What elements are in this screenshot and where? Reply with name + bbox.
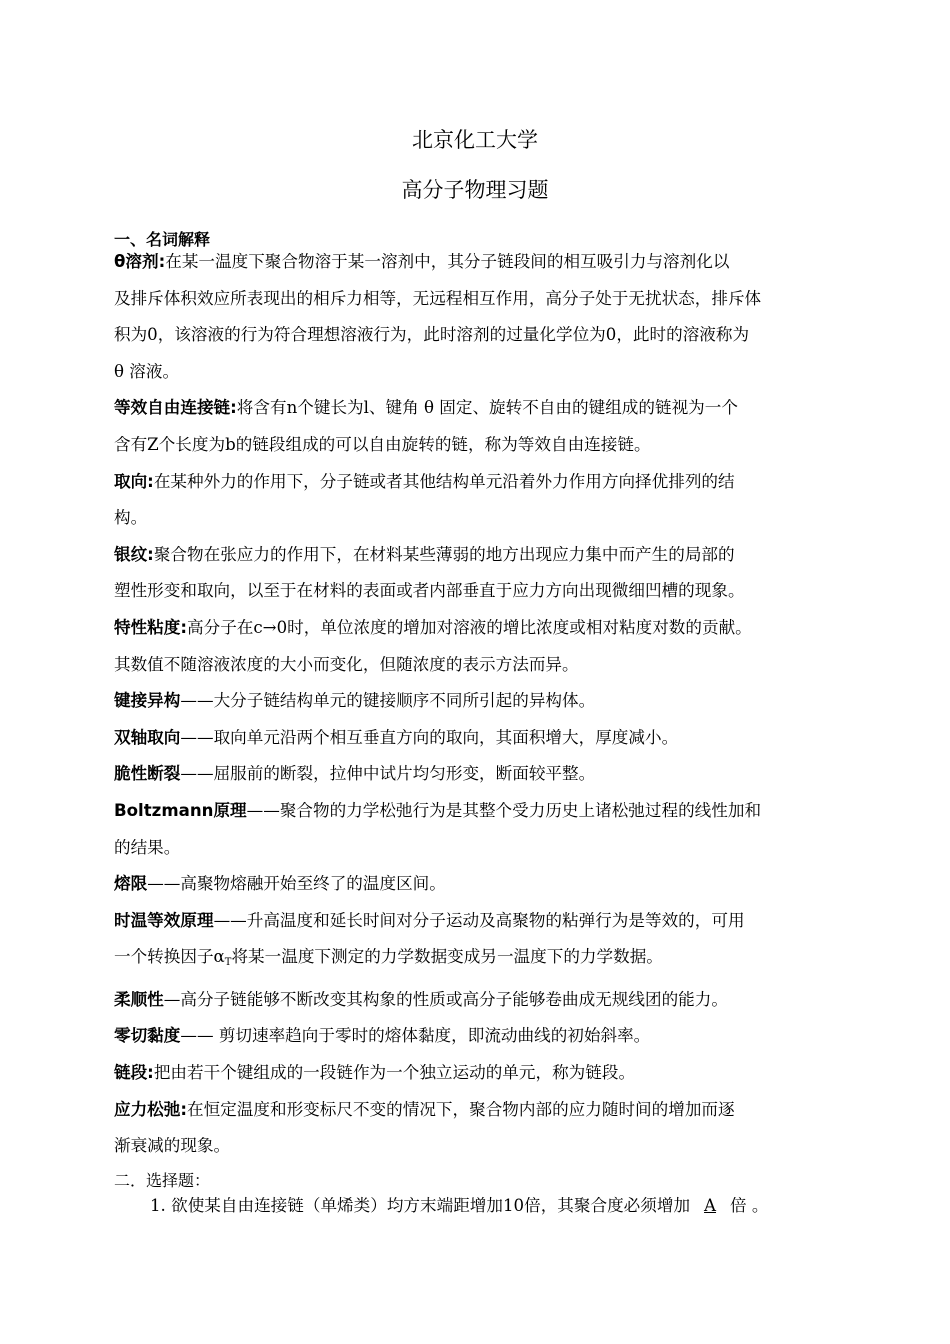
definition-line: 及排斥体积效应所表现出的相斥力相等，无远程相互作用，高分子处于无扰状态，排斥体 bbox=[114, 288, 762, 308]
question-item bbox=[150, 1192, 769, 1216]
definition-line: 等效自由连接链:将含有n个键长为l、键角 θ 固定、旋转不自由的键组成的链视为一个 bbox=[114, 398, 738, 418]
answer-blank: A bbox=[704, 1196, 717, 1215]
definition-line: 银纹:聚合物在张应力的作用下，在材料某些薄弱的地方出现应力集中而产生的局部的 bbox=[114, 544, 735, 564]
definition-line: 其数值不随溶液浓度的大小而变化，但随浓度的表示方法而异。 bbox=[114, 654, 579, 674]
definition-term: 链段: bbox=[114, 1063, 154, 1083]
definition-line: 时温等效原理——升高温度和延长时间对分子运动及高聚物的粘弹行为是等效的，可用 bbox=[114, 910, 745, 930]
document-title: 高分子物理习题 bbox=[401, 178, 549, 202]
definition-line: 应力松弛:在恒定温度和形变标尺不变的情况下，聚合物内部的应力随时间的增加而逐 bbox=[114, 1099, 735, 1119]
definition-line: 积为0，该溶液的行为符合理想溶液行为，此时溶剂的过量化学位为0，此时的溶液称为 bbox=[114, 325, 750, 345]
definitions-list bbox=[114, 244, 844, 1165]
definition-term: 双轴取向 bbox=[114, 727, 181, 747]
definition-line: 熔限——高聚物熔融开始至终了的温度区间。 bbox=[114, 874, 446, 894]
definition-term: Boltzmann原理 bbox=[114, 800, 247, 820]
definition-term: 时温等效原理 bbox=[114, 910, 214, 930]
definition-line: 键接异构——大分子链结构单元的键接顺序不同所引起的异构体。 bbox=[114, 691, 596, 711]
definition-term: 键接异构 bbox=[114, 691, 181, 711]
subscript: T bbox=[224, 957, 232, 969]
definition-term: 零切黏度 bbox=[114, 1026, 181, 1046]
definition-line: 渐衰减的现象。 bbox=[114, 1136, 231, 1156]
definition-line: 塑性形变和取向，以至于在材料的表面或者内部垂直于应力方向出现微细凹槽的现象。 bbox=[114, 581, 745, 601]
definition-line: 脆性断裂——屈服前的断裂，拉伸中试片均匀形变，断面较平整。 bbox=[114, 764, 596, 784]
definition-term: 银纹: bbox=[114, 544, 154, 564]
section2-heading: 二．选择题： bbox=[114, 1171, 211, 1190]
definition-line: Boltzmann原理——聚合物的力学松弛行为是其整个受力历史上诸松弛过程的线性加和 bbox=[114, 800, 762, 820]
definition-term: θ溶剂: bbox=[114, 252, 166, 271]
definition-line: 含有Z个长度为b的链段组成的可以自由旋转的链，称为等效自由连接链。 bbox=[114, 434, 651, 454]
definition-term: 柔顺性 bbox=[114, 989, 164, 1009]
question-text: 1. 欲使某自由连接链（单烯类）均方末端距增加10倍，其聚合度必须增加 bbox=[150, 1196, 691, 1215]
definition-term: 取向: bbox=[114, 471, 154, 491]
question-suffix: 倍 。 bbox=[730, 1196, 769, 1215]
definition-line: 特性粘度:高分子在c→0时，单位浓度的增加对溶液的增比浓度或相对粘度对数的贡献。 bbox=[114, 617, 752, 637]
definition-line: 的结果。 bbox=[114, 837, 181, 857]
definition-line: 链段:把由若干个键组成的一段链作为一个独立运动的单元，称为链段。 bbox=[114, 1063, 636, 1083]
section1-heading: 一、名词解释 bbox=[114, 230, 211, 249]
definition-line: 柔顺性—高分子链能够不断改变其构象的性质或高分子能够卷曲成无规线团的能力。 bbox=[114, 989, 728, 1009]
definition-line: 一个转换因子$\alpha_T$将某一温度下测定的力学数据变成另一温度下的力学数据。 bbox=[114, 947, 663, 969]
definition-term: 熔限 bbox=[114, 874, 148, 894]
university-title: 北京化工大学 bbox=[412, 128, 538, 152]
definition-term: 应力松弛: bbox=[114, 1099, 188, 1119]
definition-term: 特性粘度: bbox=[114, 617, 188, 637]
definition-line: 零切黏度—— 剪切速率趋向于零时的熔体黏度，即流动曲线的初始斜率。 bbox=[114, 1026, 651, 1046]
definition-term: 等效自由连接链: bbox=[114, 398, 237, 418]
definition-line: θ溶剂:在某一温度下聚合物溶于某一溶剂中，其分子链段间的相互吸引力与溶剂化以 bbox=[114, 252, 730, 271]
definition-term: 脆性断裂 bbox=[114, 764, 181, 784]
definition-line: 取向:在某种外力的作用下，分子链或者其他结构单元沿着外力作用方向择优排列的结 bbox=[114, 471, 735, 491]
definition-line: θ 溶液。 bbox=[114, 361, 180, 381]
definition-line: 双轴取向——取向单元沿两个相互垂直方向的取向，其面积增大，厚度减小。 bbox=[114, 727, 679, 747]
definition-line: 构。 bbox=[114, 508, 148, 528]
